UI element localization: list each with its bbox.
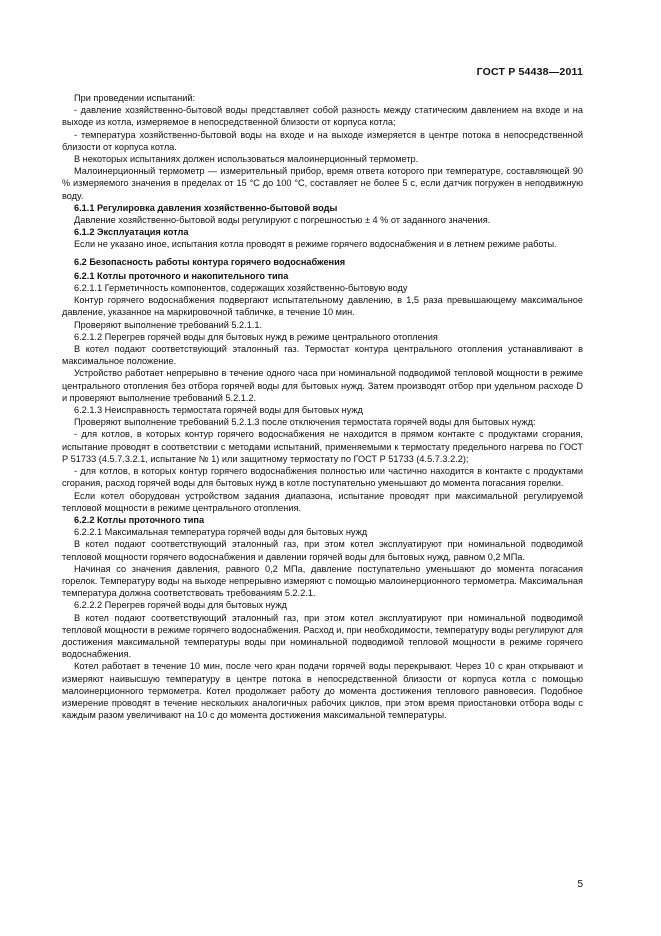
paragraph: Если не указано иное, испытания котла проводят в режиме горячего водоснабжения и в летнем режиме работы. — [74, 239, 557, 250]
paragraph: В котел подают соответствующий эталонный газ, при этом котел эксплуатируют при номинальной подводимой тепловой мощности в режиме горячего водоснабжения. Расход и, при необходимости, температуру воды регулируют для достижения максимальной температуры воды при номинальной подводимой тепловой мощности в режиме горячего водоснабжения. — [62, 612, 583, 660]
subsection-heading: 6.2.2.2 Перегрев горячей воды для бытовых нужд — [74, 600, 287, 611]
document-body — [62, 92, 583, 721]
paragraph: В котел подают соответствующий эталонный газ. Термостат контура центрального отопления устанавливают в максимальное положение. — [62, 344, 583, 367]
paragraph: В некоторых испытаниях должен использоваться малоинерционный термометр. — [74, 154, 419, 165]
paragraph: - для котлов, в которых контур горячего водоснабжения полностью или частично находится в контакте с продуктами сгорания, расход горячей воды для бытовых нужд в котле поступательно уменьшают до момента погасания горелки. — [62, 466, 583, 489]
subsection-heading: 6.2.1.2 Перегрев горячей воды для бытовых нужд в режиме центрального отопления — [74, 331, 438, 342]
paragraph: Проверяют выполнение требований 5.2.1.1. — [74, 319, 263, 330]
subsection-heading: 6.2.1.1 Герметичность компонентов, содержащих хозяйственно-бытовую воду — [74, 283, 408, 294]
page-number: 5 — [577, 879, 583, 890]
section-heading: 6.2 Безопасность работы контура горячего водоснабжения — [74, 256, 346, 267]
section-heading: 6.2.1 Котлы проточного и накопительного типа — [74, 270, 289, 281]
paragraph: Контур горячего водоснабжения подвергают испытательному давлению, в 1,5 раза превышающему максимальное давление, указанное на маркировочной табличке, в течение 10 мин. — [62, 295, 583, 318]
document-header: ГОСТ Р 54438—2011 — [476, 66, 583, 78]
paragraph: Давление хозяйственно-бытовой воды регулируют с погрешностью ± 4 % от заданного значения. — [74, 215, 491, 226]
paragraph: - давление хозяйственно-бытовой воды представляет собой разность между статическим давлением на входе и на выходе из котла, измеряемое в непосредственной близости от корпуса котла; — [62, 105, 583, 128]
paragraph: Малоинерционный термометр — измерительный прибор, время ответа которого при температуре, составляющей 90 % измеряемого значения в пределах от 15 °С до 100 °С, составляет не более 5 с, если датчик погружен в неподвижную воду. — [62, 166, 583, 201]
paragraph: Устройство работает непрерывно в течение одного часа при номинальной подводимой тепловой мощности в режиме центрального отопления без отбора горячей воды для бытовых нужд. Затем производят отбор при удельном расходе D и проверяют выполнение требований 5.2.1.2. — [62, 368, 583, 403]
paragraph: - для котлов, в которых контур горячего водоснабжения не находится в прямом контакте с продуктами сгорания, испытание проводят в соответствии с методами испытаний, применяемыми к термостату предельного нагрева по ГОСТ Р 51733 (4.5.7.3.2.1, испытание № 1) или защитному термостату по ГОСТ Р 51733 (4.5.7.3.2.2); — [62, 429, 583, 464]
paragraph: В котел подают соответствующий эталонный газ, при этом котел эксплуатируют при номинальной подводимой тепловой мощности горячего водоснабжения и давлении горячей воды для бытовых нужд, равном 0,2 МПа. — [62, 539, 583, 562]
paragraph: - температура хозяйственно-бытовой воды на входе и на выходе измеряется в центре потока в непосредственной близости от корпуса котла. — [62, 129, 583, 152]
section-heading: 6.2.2 Котлы проточного типа — [74, 514, 205, 525]
paragraph: Проверяют выполнение требований 5.2.1.3 после отключения термостата горячей воды для бытовых нужд: — [74, 417, 536, 428]
section-heading: 6.1.1 Регулировка давления хозяйственно-бытовой воды — [74, 202, 338, 213]
paragraph: Если котел оборудован устройством задания диапазона, испытание проводят при максимальной регулируемой тепловой мощности в режиме центрального отопления. — [62, 490, 583, 513]
subsection-heading: 6.2.2.1 Максимальная температура горячей воды для бытовых нужд — [74, 527, 368, 538]
paragraph: Начиная со значения давления, равного 0,2 МПа, давление поступательно уменьшают до момента погасания горелок. Температуру воды на выходе непрерывно измеряют с помощью малоинерционного термометра. Максимальная температура должна соответствовать требованиям 5.2.2.1. — [62, 563, 583, 599]
subsection-heading: 6.2.1.3 Неисправность термостата горячей воды для бытовых нужд — [74, 405, 363, 416]
section-heading: 6.1.2 Эксплуатация котла — [74, 227, 189, 238]
paragraph: При проведении испытаний: — [74, 93, 196, 103]
paragraph: Котел работает в течение 10 мин, после чего кран подачи горячей воды перекрывают. Через 10 с кран открывают и измеряют наивысшую температуру в центре потока в непосредственной близости от корпуса котла с помощью малоинерционного термометра. Котел продолжает работу до момента достижения теплового равновесия. Подобное измерение проводят в течение нескольких аналогичных рабочих циклов, при этом время приостановки отбора воды с каждым разом увеличивают на 10 с до момента достижения максимальной температуры. — [62, 661, 583, 721]
